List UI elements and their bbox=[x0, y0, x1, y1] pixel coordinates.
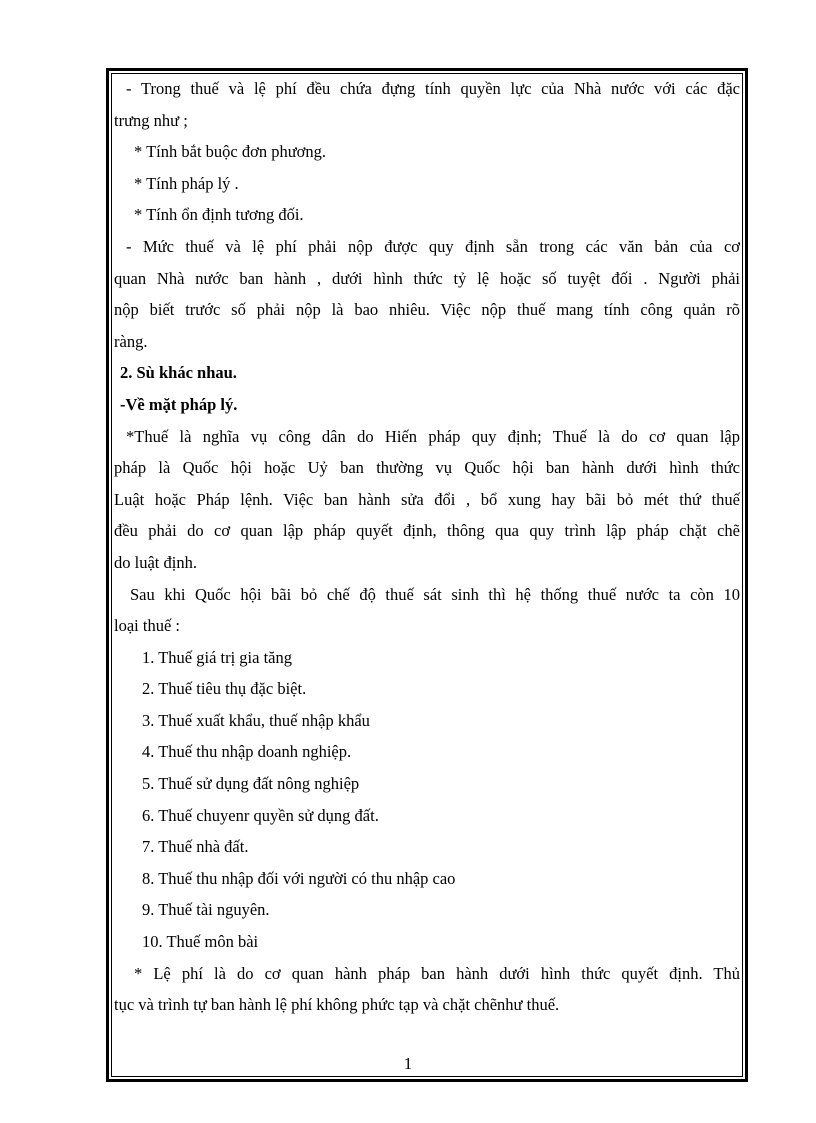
paragraph-line: nộp biết trước số phải nộp là bao nhiêu. Việc nộp thuế mang tính công quản rõ bbox=[114, 300, 740, 320]
paragraph-line: loại thuế : bbox=[114, 616, 180, 636]
paragraph-line: - Trong thuế và lệ phí đều chứa đựng tính quyền lực của Nhà nước với các đặc bbox=[126, 79, 740, 98]
paragraph-line: - Mức thuế và lệ phí phải nộp được quy định sẵn trong các văn bản của cơ bbox=[126, 236, 740, 256]
bullet-line: * Tính bắt buộc đơn phương. bbox=[134, 142, 326, 162]
list-item: 2. Thuế tiêu thụ đặc biệt. bbox=[142, 679, 307, 699]
paragraph-line: trưng như ; bbox=[114, 110, 188, 130]
paragraph-line: *Thuế là nghĩa vụ công dân do Hiến pháp quy định; Thuế là do cơ quan lập bbox=[126, 426, 740, 446]
list-item: 3. Thuế xuất khẩu, thuế nhập khẩu bbox=[142, 710, 370, 730]
list-item: 10. Thuế môn bài bbox=[142, 932, 259, 952]
paragraph-line: do luật định. bbox=[114, 552, 197, 572]
page-number: 1 bbox=[403, 1054, 413, 1073]
list-item: 4. Thuế thu nhập doanh nghiệp. bbox=[142, 742, 352, 762]
paragraph-line: Luật hoặc Pháp lệnh. Việc ban hành sửa đổi , bổ xung hay bãi bỏ mét thứ thuế bbox=[114, 489, 740, 509]
document-body bbox=[114, 73, 740, 1021]
paragraph-line: tục và trình tự ban hành lệ phí không phức tạp và chặt chẽnhư thuế. bbox=[114, 995, 560, 1015]
subsection-heading: -Về mặt pháp lý. bbox=[120, 394, 238, 414]
list-item: 5. Thuế sử dụng đất nông nghiệp bbox=[142, 774, 360, 794]
paragraph-line: pháp là Quốc hội hoặc Uỷ ban thường vụ Quốc hội ban hành dưới hình thức bbox=[114, 458, 740, 478]
section-heading: 2. Sù khác nhau. bbox=[120, 363, 237, 383]
bullet-line: * Tính pháp lý . bbox=[134, 173, 239, 193]
list-item: 6. Thuế chuyenr quyền sử dụng đất. bbox=[142, 805, 379, 825]
paragraph-line: đều phải do cơ quan lập pháp quyết định, thông qua quy trình lập pháp chặt chẽ bbox=[114, 521, 740, 541]
list-item: 8. Thuế thu nhập đối với người có thu nhập cao bbox=[142, 868, 456, 888]
paragraph-line: * Lệ phí là do cơ quan hành pháp ban hành dưới hình thức quyết định. Thủ bbox=[134, 963, 740, 983]
paragraph-line: ràng. bbox=[114, 331, 148, 351]
bullet-line: * Tính ổn định tương đối. bbox=[134, 205, 304, 225]
list-item: 9. Thuế tài nguyên. bbox=[142, 900, 270, 920]
paragraph-line: quan Nhà nước ban hành , dưới hình thức tỷ lệ hoặc số tuyệt đối . Người phải bbox=[114, 268, 740, 288]
list-item: 7. Thuế nhà đất. bbox=[142, 837, 249, 857]
list-item: 1. Thuế giá trị gia tăng bbox=[142, 647, 292, 667]
paragraph-line: Sau khi Quốc hội bãi bỏ chế độ thuế sát sinh thì hệ thống thuế nước ta còn 10 bbox=[130, 584, 740, 604]
